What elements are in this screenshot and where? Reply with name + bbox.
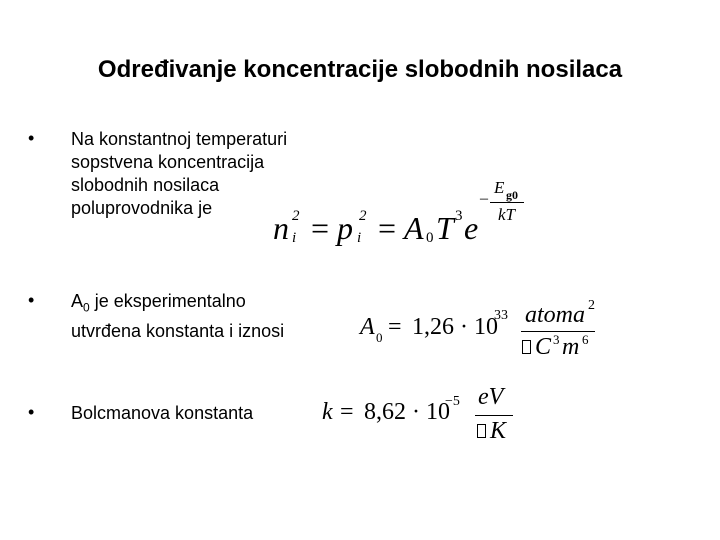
bullet-2-line-text: je eksperimentalno xyxy=(94,291,246,311)
bullet-1-line: slobodnih nosilaca xyxy=(71,175,220,195)
a0-value-formula: A 0 = 1,26 · 10 33 atoma 2 C 3 m 6 xyxy=(360,298,595,360)
bullet-text-3 xyxy=(71,402,253,425)
bullet-text-1 xyxy=(71,128,287,220)
boltzmann-constant-formula: k = 8,62 · 10 −5 eV K xyxy=(320,382,520,448)
bullet-text-2 xyxy=(71,290,284,343)
a0-subscript: 0 xyxy=(83,300,90,315)
bullet-2-line xyxy=(71,290,284,320)
bullet-marker: • xyxy=(28,402,35,422)
intrinsic-concentration-formula: n 2 i = p 2 i = A 0 T 3 e – E g0 kT xyxy=(270,200,530,260)
bullet-2-line: utvrđena konstanta i iznosi xyxy=(71,320,285,341)
bullet-1-line: poluprovodnika je xyxy=(71,198,213,218)
bullet-marker: • xyxy=(28,128,35,148)
bullet-marker: • xyxy=(28,290,35,310)
bullet-1-line: sopstvena koncentracija xyxy=(71,152,265,172)
bullet-3-line: Bolcmanova konstanta xyxy=(71,403,254,423)
a0-symbol: A xyxy=(71,291,84,311)
bullet-1-line: Na konstantnoj temperaturi xyxy=(71,129,288,149)
slide-title: Određivanje koncentracije slobodnih nosilaca xyxy=(97,56,623,83)
